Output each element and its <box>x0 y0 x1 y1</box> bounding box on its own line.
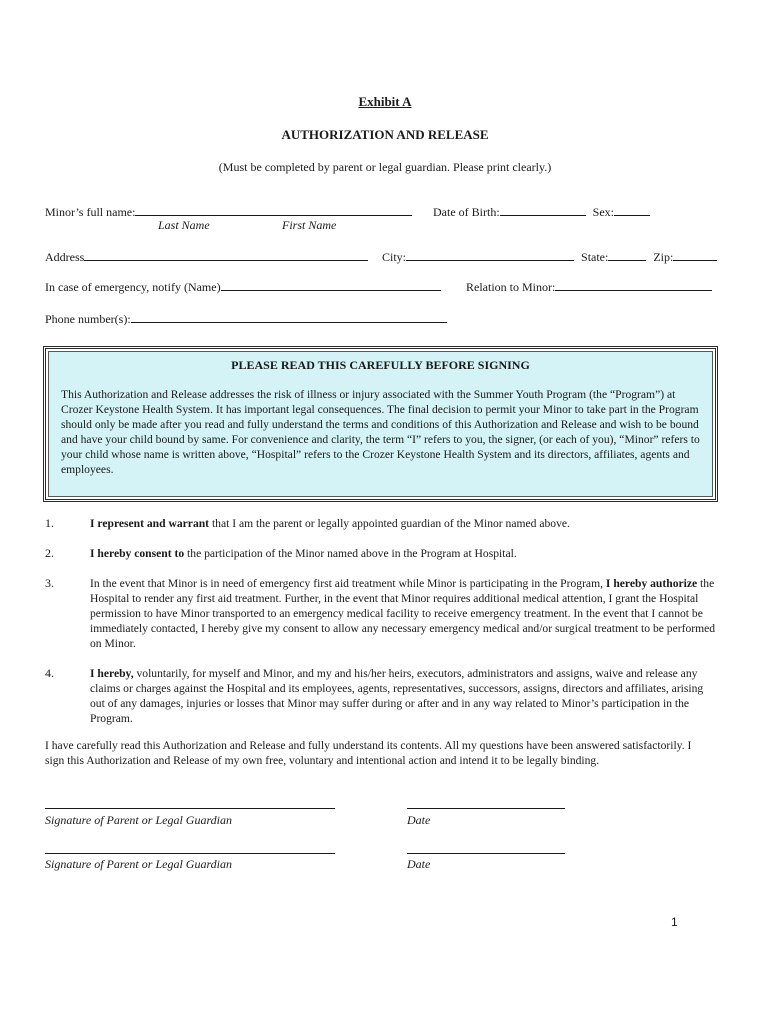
notice-body: This Authorization and Release addresses the risk of illness or injury associated with the Summer Youth Program (the “Program”) at Crozer Keystone Health System. It has important legal consequences. The final decision to permit your Minor to take part in the Program should only be made after you read and fully understand the terms and conditions of this Authorization and Release and wish to be bound and have your child bound by same. For convenience and clarity, the term “I” refers to you, the signer, (or each of you), “Minor” refers to your child whose name is written above, “Hospital” refers to the Crozer Keystone Health System and its directors, affiliates, agents and employees. <box>61 388 700 476</box>
item-3-text <box>90 576 720 651</box>
date-label-1: Date <box>407 813 431 827</box>
city-row <box>382 248 717 265</box>
address-label: Address <box>45 250 85 264</box>
minor-name-field[interactable] <box>135 203 412 216</box>
item-3-body: the Hospital to render any first aid treatment. Further, in the event that Minor requires additional medical attention, I grant the Hospital permission to have Minor transported to an emergency medical facility to receive emergency treatment. In the event that I cannot be immediately contacted, I hereby give my consent to allow any necessary emergency medical and/or surgical treatment to be performed on Minor. <box>90 577 716 650</box>
document-title: AUTHORIZATION AND RELEASE <box>281 127 489 142</box>
page-number: 1 <box>671 915 678 929</box>
zip-label: Zip: <box>653 250 674 264</box>
dob-field[interactable] <box>500 203 586 216</box>
guardian-signature-line-1[interactable] <box>45 808 335 809</box>
first-name-caption: First Name <box>282 218 337 232</box>
city-label: City: <box>382 250 407 264</box>
item-2-body: the participation of the Minor named above in the Program at Hospital. <box>184 547 517 560</box>
item-3-number: 3. <box>45 576 54 590</box>
state-label: State: <box>581 250 609 264</box>
item-4-bold: I hereby, <box>90 667 134 680</box>
instruction-text: (Must be completed by parent or legal guardian. Please print clearly.) <box>218 160 552 174</box>
emergency-row <box>45 278 441 295</box>
city-field[interactable] <box>406 248 574 261</box>
phone-label: Phone number(s): <box>45 312 131 326</box>
phone-field[interactable] <box>131 310 447 323</box>
notice-panel <box>48 351 713 497</box>
phone-row <box>45 310 447 327</box>
minor-name-row <box>45 203 412 220</box>
date-label-2: Date <box>407 857 431 871</box>
date-line-1[interactable] <box>407 808 565 809</box>
item-1-text <box>90 516 720 531</box>
zip-field[interactable] <box>673 248 717 261</box>
item-1-body: that I am the parent or legally appointed guardian of the Minor named above. <box>209 517 570 530</box>
relation-field[interactable] <box>555 278 712 291</box>
state-field[interactable] <box>608 248 646 261</box>
closing-statement: I have carefully read this Authorization and Release and fully understand its contents. All my questions have been answered satisfactorily. I sign this Authorization and Release of my own free, voluntary and intentional action and intend it to be legally binding. <box>45 739 692 767</box>
item-1-number: 1. <box>45 516 54 530</box>
guardian-signature-label-1: Signature of Parent or Legal Guardian <box>45 813 232 827</box>
relation-label: Relation to Minor: <box>466 280 556 294</box>
emergency-label: In case of emergency, notify (Name) <box>45 280 221 294</box>
notice-box <box>43 346 718 502</box>
last-name-caption: Last Name <box>158 218 210 232</box>
item-4-number: 4. <box>45 666 54 680</box>
item-2-text <box>90 546 720 561</box>
guardian-signature-label-2: Signature of Parent or Legal Guardian <box>45 857 232 871</box>
address-field[interactable] <box>84 248 368 261</box>
notice-title: PLEASE READ THIS CAREFULLY BEFORE SIGNING <box>231 358 530 372</box>
item-4-text <box>90 666 720 726</box>
sex-field[interactable] <box>614 203 650 216</box>
item-2-bold: I hereby consent to <box>90 547 185 560</box>
guardian-signature-line-2[interactable] <box>45 853 335 854</box>
item-4-body: voluntarily, for myself and Minor, and my and his/her heirs, executors, administrators and assigns, waive and release any claims or charges against the Hospital and its employees, agents, representatives, successors, assigns, directors and affiliates, arising out of any damages, injuries or losses that Minor may suffer during or after and in any way related to Minor’s participation in the Program. <box>90 667 704 725</box>
emergency-name-field[interactable] <box>221 278 441 291</box>
item-3-bold: I hereby authorize <box>605 577 698 590</box>
relation-row <box>466 278 712 295</box>
dob-row <box>433 203 650 220</box>
item-3-pre: In the event that Minor is in need of emergency first aid treatment while Minor is participating in the Program, <box>90 577 606 590</box>
date-line-2[interactable] <box>407 853 565 854</box>
address-row <box>45 248 368 265</box>
dob-label: Date of Birth: <box>433 205 500 219</box>
item-2-number: 2. <box>45 546 54 560</box>
sex-label: Sex: <box>592 205 614 219</box>
minor-name-label: Minor’s full name: <box>45 205 136 219</box>
item-1-bold: I represent and warrant <box>90 517 210 530</box>
exhibit-heading: Exhibit A <box>358 94 412 109</box>
